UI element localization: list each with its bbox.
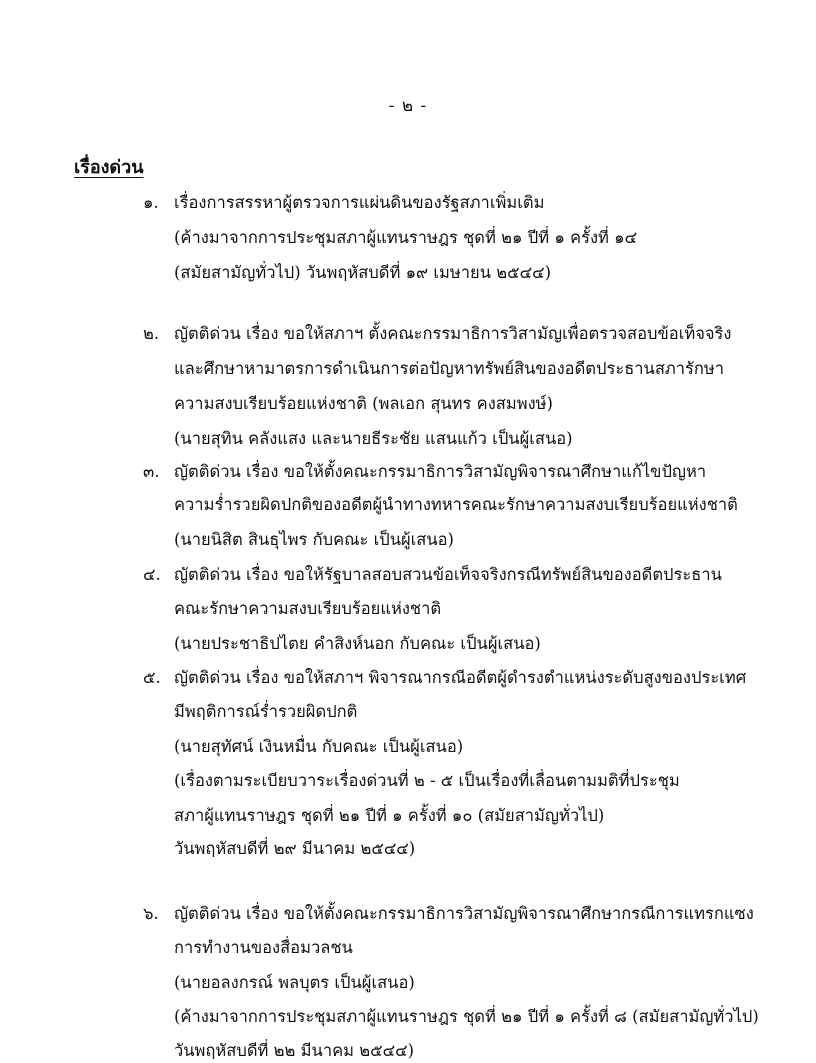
item-line: และศึกษาหามาตรการดำเนินการต่อปัญหาทรัพย์สินของอดีตประธานสภารักษา xyxy=(174,359,725,378)
item-line: คณะรักษาความสงบเรียบร้อยแห่งชาติ xyxy=(174,599,442,618)
item-line: การทำงานของสื่อมวลชน xyxy=(174,938,353,957)
section-heading: เรื่องด่วน xyxy=(74,157,144,178)
page-number: - ๒ - xyxy=(388,96,428,116)
item-line: ญัตติด่วน เรื่อง ขอให้ตั้งคณะกรรมาธิการวิสามัญพิจารณาศึกษาแก้ไขปัญหา xyxy=(174,462,707,481)
item-line: ญัตติด่วน เรื่อง ขอให้สภาฯ พิจารณากรณีอดีตผู้ดำรงตำแหน่งระดับสูงของประเทศ xyxy=(174,668,747,687)
item-line: ญัตติด่วน เรื่อง ขอให้สภาฯ ตั้งคณะกรรมาธิการวิสามัญเพื่อตรวจสอบข้อเท็จจริง xyxy=(174,324,732,343)
item-line: (นายอลงกรณ์ พลบุตร เป็นผู้เสนอ) xyxy=(174,973,415,992)
item-line: ญัตติด่วน เรื่อง ขอให้ตั้งคณะกรรมาธิการวิสามัญพิจารณาศึกษากรณีการแทรกแซง xyxy=(174,904,754,923)
item-line: วันพฤหัสบดีที่ ๒๒ มีนาคม ๒๕๔๔) xyxy=(174,1041,415,1060)
item-number: ๓. xyxy=(143,462,160,481)
item-line: (เรื่องตามระเบียบวาระเรื่องด่วนที่ ๒ - ๕ เป็นเรื่องที่เลื่อนตามมติที่ประชุม xyxy=(174,771,680,790)
item-number: ๖. xyxy=(143,904,159,923)
item-line: (นายประชาธิปไตย คำสิงห์นอก กับคณะ เป็นผู้เสนอ) xyxy=(174,634,541,653)
item-number: ๑. xyxy=(143,193,159,212)
item-number: ๔. xyxy=(143,565,161,584)
item-line: (นายสุทิน คลังแสง และนายธีระชัย แสนแก้ว เป็นผู้เสนอ) xyxy=(174,429,573,448)
item-line: (สมัยสามัญทั่วไป) วันพฤหัสบดีที่ ๑๙ เมษายน ๒๕๔๔) xyxy=(174,263,552,282)
item-line: ญัตติด่วน เรื่อง ขอให้รัฐบาลสอบสวนข้อเท็จจริงกรณีทรัพย์สินของอดีตประธาน xyxy=(174,565,722,584)
item-number: ๒. xyxy=(143,324,160,343)
item-line: (นายสุทัศน์ เงินหมื่น กับคณะ เป็นผู้เสนอ) xyxy=(174,737,464,756)
item-line: (ค้างมาจากการประชุมสภาผู้แทนราษฎร ชุดที่ ๒๑ ปีที่ ๑ ครั้งที่ ๘ (สมัยสามัญทั่วไป) xyxy=(174,1007,759,1026)
item-line: วันพฤหัสบดีที่ ๒๙ มีนาคม ๒๕๔๔) xyxy=(174,839,416,858)
item-line: เรื่องการสรรหาผู้ตรวจการแผ่นดินของรัฐสภาเพิ่มเติม xyxy=(174,193,545,212)
item-line: มีพฤติการณ์ร่ำรวยผิดปกติ xyxy=(174,702,358,721)
item-line: (นายนิสิต สินธุไพร กับคณะ เป็นผู้เสนอ) xyxy=(174,530,454,549)
item-line: ความร่ำรวยผิดปกติของอดีตผู้นำทางทหารคณะรักษาความสงบเรียบร้อยแห่งชาติ xyxy=(174,495,738,514)
item-number: ๕. xyxy=(143,668,161,687)
item-line: ความสงบเรียบร้อยแห่งชาติ (พลเอก สุนทร คงสมพงษ์) xyxy=(174,394,553,413)
item-line: สภาผู้แทนราษฎร ชุดที่ ๒๑ ปีที่ ๑ ครั้งที่ ๑๐ (สมัยสามัญทั่วไป) xyxy=(174,806,605,825)
item-line: (ค้างมาจากการประชุมสภาผู้แทนราษฎร ชุดที่ ๒๑ ปีที่ ๑ ครั้งที่ ๑๔ xyxy=(174,228,638,247)
